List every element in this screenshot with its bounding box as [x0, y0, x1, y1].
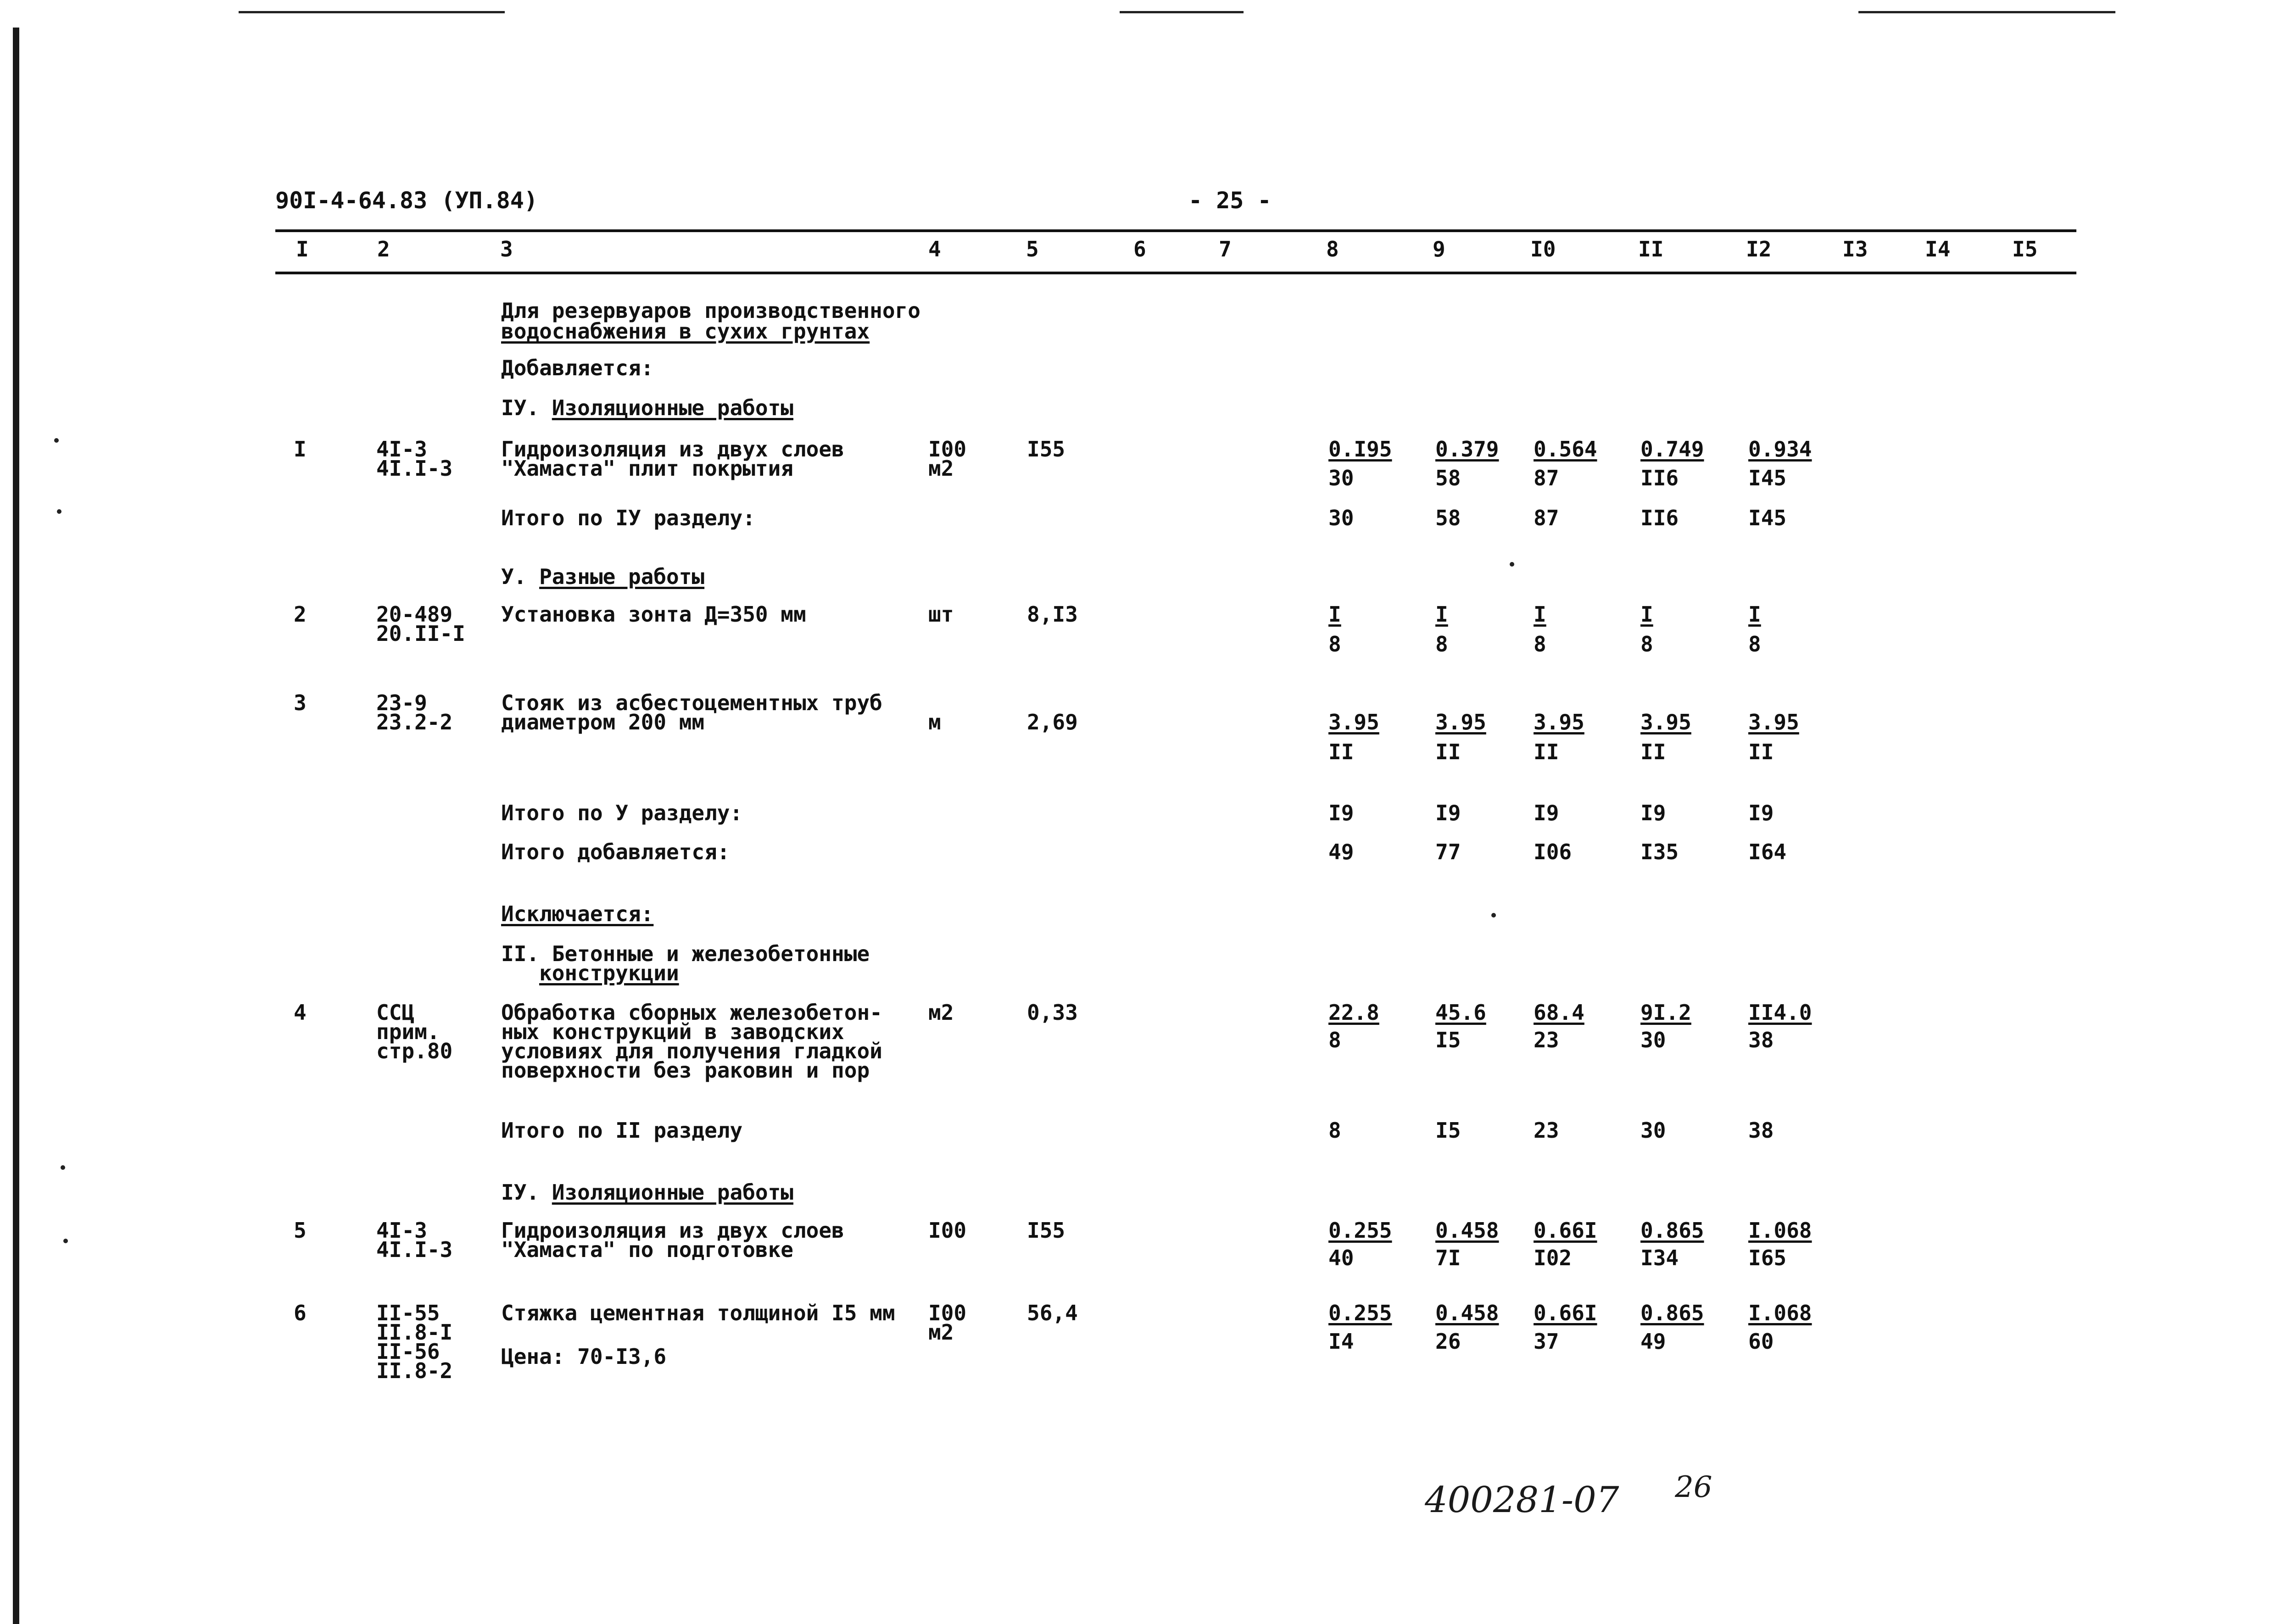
- unit: м2: [928, 1000, 954, 1025]
- scan-edge: [13, 28, 19, 1624]
- work-description: Стяжка цементная толщиной I5 мм: [501, 1301, 895, 1325]
- value-cell: 3.95: [1328, 710, 1379, 734]
- quantity: 56,4: [1027, 1301, 1078, 1325]
- document-code: 90I-4-64.83 (УП.84): [275, 187, 538, 214]
- total-value: I64: [1748, 840, 1787, 864]
- value-cell: 38: [1748, 1028, 1774, 1052]
- value-cell: 0.255: [1328, 1301, 1392, 1325]
- row-number: 4: [294, 1000, 307, 1025]
- value-cell: 0.66I: [1534, 1218, 1597, 1243]
- value-cell: 26: [1435, 1329, 1461, 1354]
- subtotal-value: 30: [1640, 1118, 1666, 1143]
- column-header-9: 9: [1433, 237, 1445, 261]
- value-cell: 0.749: [1640, 437, 1704, 462]
- column-header-11: II: [1638, 237, 1664, 261]
- norm-code: 20.II-I: [376, 621, 465, 646]
- value-cell: I: [1328, 602, 1341, 627]
- value-cell: 0.458: [1435, 1218, 1499, 1243]
- subtotal-label: Итого по У разделу:: [501, 801, 743, 825]
- work-description: поверхности без раковин и пор: [501, 1058, 870, 1083]
- value-cell: 0.865: [1640, 1301, 1704, 1325]
- unit: I00: [928, 437, 967, 462]
- scan-speck: [1491, 913, 1496, 918]
- column-header-14: I4: [1925, 237, 1951, 261]
- value-cell: I.068: [1748, 1301, 1812, 1325]
- column-header-2: 2: [377, 237, 390, 261]
- column-header-7: 7: [1219, 237, 1232, 261]
- value-cell: 0.458: [1435, 1301, 1499, 1325]
- norm-code: 20-489: [376, 602, 453, 627]
- unit: м: [928, 710, 941, 734]
- norm-code: ССЦ: [376, 1000, 415, 1025]
- value-cell: 0.564: [1534, 437, 1597, 462]
- value-cell: I: [1640, 602, 1653, 627]
- value-cell: 8: [1534, 632, 1546, 656]
- value-cell: I45: [1748, 466, 1787, 490]
- value-cell: I: [1435, 602, 1448, 627]
- scan-speck: [61, 1165, 65, 1170]
- value-cell: I.068: [1748, 1218, 1812, 1243]
- value-cell: 22.8: [1328, 1000, 1379, 1025]
- value-cell: 68.4: [1534, 1000, 1584, 1025]
- column-header-6: 6: [1133, 237, 1146, 261]
- value-cell: 7I: [1435, 1246, 1461, 1270]
- scan-speck: [54, 438, 59, 443]
- norm-code: II.8-2: [376, 1358, 453, 1383]
- subtotal-value: I9: [1435, 801, 1461, 825]
- column-header-3: 3: [500, 237, 513, 261]
- subtotal-value: 87: [1534, 506, 1559, 530]
- value-cell: II: [1534, 740, 1559, 764]
- section-title: водоснабжения в сухих грунтах: [501, 319, 870, 344]
- work-description: условиях для получения гладкой: [501, 1039, 882, 1063]
- column-header-15: I5: [2012, 237, 2038, 261]
- scan-top-line: [239, 11, 505, 13]
- row-number: 2: [294, 602, 307, 627]
- value-cell: II: [1748, 740, 1774, 764]
- quantity: I55: [1027, 437, 1065, 462]
- work-description: Обработка сборных железобетон-: [501, 1000, 882, 1025]
- value-cell: II: [1640, 740, 1666, 764]
- value-cell: 3.95: [1640, 710, 1691, 734]
- subtotal-value: I9: [1640, 801, 1666, 825]
- total-value: 49: [1328, 840, 1354, 864]
- work-description: Гидроизоляция из двух слоев: [501, 1218, 844, 1243]
- subtotal-value: I9: [1328, 801, 1354, 825]
- value-cell: 0.66I: [1534, 1301, 1597, 1325]
- row-number: 5: [294, 1218, 307, 1243]
- unit: I00: [928, 1301, 967, 1325]
- value-cell: 0.934: [1748, 437, 1812, 462]
- norm-code: 23-9: [376, 690, 427, 715]
- section-heading: конструкции: [539, 961, 679, 985]
- unit: I00: [928, 1218, 967, 1243]
- scan-top-line: [1120, 11, 1244, 13]
- value-cell: 40: [1328, 1246, 1354, 1270]
- value-cell: 0.865: [1640, 1218, 1704, 1243]
- row-number: I: [294, 437, 307, 462]
- work-description: "Хамаста" по подготовке: [501, 1237, 793, 1262]
- value-cell: 60: [1748, 1329, 1774, 1354]
- value-cell: 30: [1328, 466, 1354, 490]
- norm-code: 4I.I-3: [376, 456, 453, 481]
- norm-code: 23.2-2: [376, 710, 453, 734]
- value-cell: II4.0: [1748, 1000, 1812, 1025]
- value-cell: I4: [1328, 1329, 1354, 1354]
- value-cell: 3.95: [1748, 710, 1799, 734]
- column-header-4: 4: [928, 237, 941, 261]
- subtotal-value: 30: [1328, 506, 1354, 530]
- page-number: - 25 -: [1188, 187, 1272, 214]
- column-header-13: I3: [1842, 237, 1868, 261]
- norm-code: 4I-3: [376, 1218, 427, 1243]
- total-label: Итого добавляется:: [501, 840, 730, 864]
- handwritten-code: 400281-07: [1425, 1479, 1619, 1521]
- total-value: 77: [1435, 840, 1461, 864]
- quantity: 0,33: [1027, 1000, 1078, 1025]
- column-header-1: I: [296, 237, 309, 261]
- value-cell: 3.95: [1435, 710, 1486, 734]
- unit: м2: [928, 456, 954, 481]
- norm-code: II.8-I: [376, 1320, 453, 1345]
- table-top-rule: [275, 229, 2076, 232]
- subtotal-value: I9: [1534, 801, 1559, 825]
- value-cell: 0.255: [1328, 1218, 1392, 1243]
- work-description: Гидроизоляция из двух слоев: [501, 437, 844, 462]
- work-description: Установка зонта Д=350 мм: [501, 602, 806, 627]
- value-cell: 30: [1640, 1028, 1666, 1052]
- column-header-12: I2: [1746, 237, 1772, 261]
- norm-code: 4I-3: [376, 437, 427, 462]
- subtotal-label: Итого по IУ разделу:: [501, 506, 755, 530]
- value-cell: 8: [1435, 632, 1448, 656]
- value-cell: I02: [1534, 1246, 1572, 1270]
- quantity: 2,69: [1027, 710, 1078, 734]
- scan-speck: [63, 1239, 68, 1243]
- section-heading: IУ. Изоляционные работы: [501, 395, 793, 420]
- total-value: I35: [1640, 840, 1679, 864]
- scan-speck: [57, 509, 61, 514]
- subtotal-value: II6: [1640, 506, 1679, 530]
- value-cell: II: [1435, 740, 1461, 764]
- added-label: Добавляется:: [501, 356, 654, 380]
- work-description: ных конструкций в заводских: [501, 1019, 844, 1044]
- price-note: Цена: 70-I3,6: [501, 1344, 667, 1369]
- norm-code: прим.: [376, 1019, 440, 1044]
- handwritten-page-number: 26: [1675, 1470, 1712, 1504]
- value-cell: I: [1534, 602, 1546, 627]
- subtotal-label: Итого по II разделу: [501, 1118, 743, 1143]
- value-cell: II6: [1640, 466, 1679, 490]
- value-cell: 8: [1328, 1028, 1341, 1052]
- column-header-8: 8: [1326, 237, 1339, 261]
- value-cell: I65: [1748, 1246, 1787, 1270]
- unit: м2: [928, 1320, 954, 1345]
- value-cell: II: [1328, 740, 1354, 764]
- norm-code: стр.80: [376, 1039, 453, 1063]
- value-cell: I34: [1640, 1246, 1679, 1270]
- subtotal-value: 58: [1435, 506, 1461, 530]
- total-value: I06: [1534, 840, 1572, 864]
- value-cell: 0.379: [1435, 437, 1499, 462]
- column-header-5: 5: [1026, 237, 1039, 261]
- section-heading: II. Бетонные и железобетонные: [501, 941, 870, 966]
- scan-top-line: [1858, 11, 2115, 13]
- value-cell: 9I.2: [1640, 1000, 1691, 1025]
- quantity: I55: [1027, 1218, 1065, 1243]
- row-number: 3: [294, 690, 307, 715]
- section-heading: IУ. Изоляционные работы: [501, 1180, 793, 1205]
- value-cell: 87: [1534, 466, 1559, 490]
- value-cell: 8: [1748, 632, 1761, 656]
- row-number: 6: [294, 1301, 307, 1325]
- subtotal-value: 23: [1534, 1118, 1559, 1143]
- subtotal-value: 8: [1328, 1118, 1341, 1143]
- value-cell: I: [1748, 602, 1761, 627]
- norm-code: II-56: [376, 1339, 440, 1364]
- subtotal-value: 38: [1748, 1118, 1774, 1143]
- value-cell: 23: [1534, 1028, 1559, 1052]
- norm-code: II-55: [376, 1301, 440, 1325]
- work-description: "Хамаста" плит покрытия: [501, 456, 793, 481]
- value-cell: I5: [1435, 1028, 1461, 1052]
- value-cell: 0.I95: [1328, 437, 1392, 462]
- table-header-rule: [275, 272, 2076, 274]
- quantity: 8,I3: [1027, 602, 1078, 627]
- value-cell: 8: [1328, 632, 1341, 656]
- excluded-label: Исключается:: [501, 901, 654, 926]
- column-header-10: I0: [1530, 237, 1556, 261]
- value-cell: 8: [1640, 632, 1653, 656]
- norm-code: 4I.I-3: [376, 1237, 453, 1262]
- subtotal-value: I5: [1435, 1118, 1461, 1143]
- section-heading: У. Разные работы: [501, 564, 705, 589]
- work-description: диаметром 200 мм: [501, 710, 705, 734]
- work-description: Стояк из асбестоцементных труб: [501, 690, 882, 715]
- value-cell: 3.95: [1534, 710, 1584, 734]
- subtotal-value: I45: [1748, 506, 1787, 530]
- section-title: Для резервуаров производственного: [501, 298, 920, 323]
- value-cell: 45.6: [1435, 1000, 1486, 1025]
- value-cell: 37: [1534, 1329, 1559, 1354]
- scan-speck: [1510, 562, 1514, 567]
- subtotal-value: I9: [1748, 801, 1774, 825]
- value-cell: 49: [1640, 1329, 1666, 1354]
- unit: шт: [928, 602, 954, 627]
- value-cell: 58: [1435, 466, 1461, 490]
